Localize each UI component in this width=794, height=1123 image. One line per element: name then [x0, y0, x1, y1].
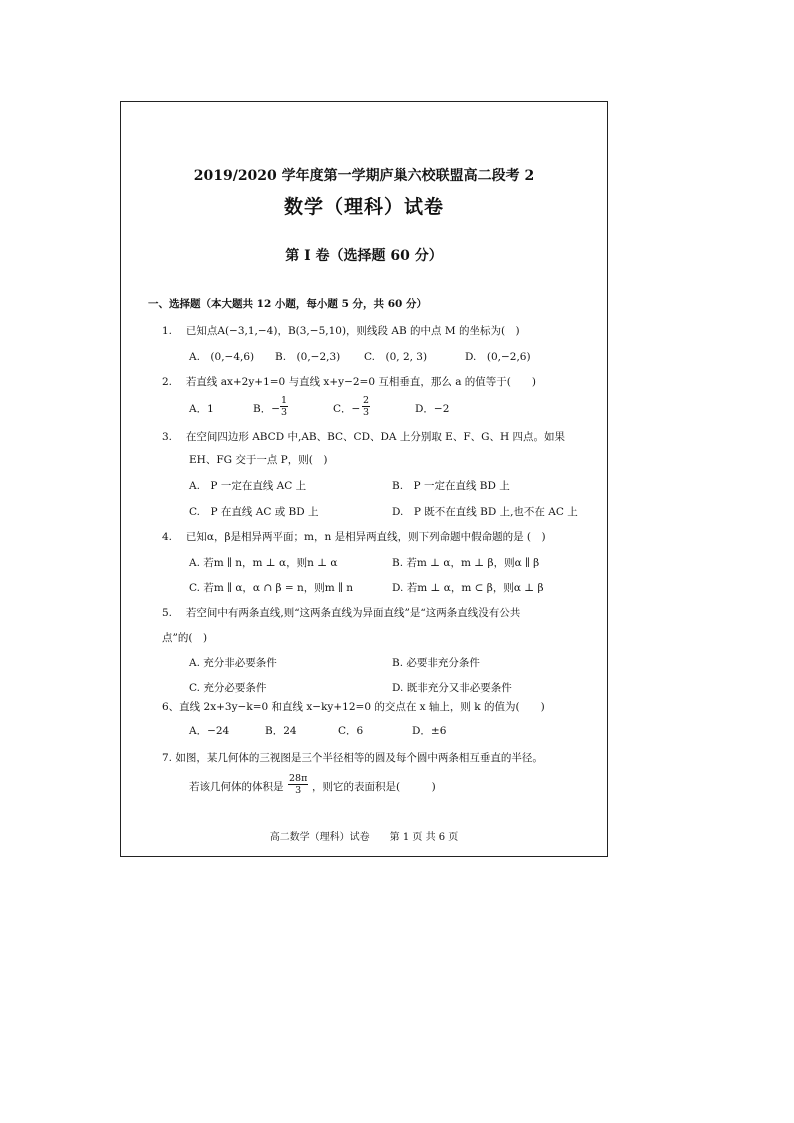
q2-option-d: D．−2 — [415, 403, 450, 415]
question-4-stem: 4. 已知α，β是相异两平面；m，n 是相异两直线，则下列命题中假命题的是 ( ) — [162, 531, 546, 543]
q4-option-a: A. 若m ∥ n，m ⊥ α，则n ⊥ α — [189, 557, 338, 569]
q1-option-c: C. (0, 2, 3) — [364, 351, 428, 363]
q5-option-a: A. 充分非必要条件 — [189, 657, 277, 669]
fraction-denominator: 3 — [363, 407, 370, 418]
question-7-stem-continued: 若该几何体的体积是 — [189, 781, 284, 793]
q1-option-d: D. (0,−2,6) — [465, 351, 531, 363]
q6-option-c: C．6 — [338, 725, 364, 737]
question-5-stem: 5. 若空间中有两条直线,则“这两条直线为异面直线”是“这两条直线没有公共 — [162, 607, 521, 619]
q3-option-a: A. P 一定在直线 AC 上 — [189, 480, 307, 492]
volume-fraction — [288, 773, 308, 796]
q6-option-b: B．24 — [265, 725, 297, 737]
question-3-stem-continued: EH、FG 交于一点 P，则( ) — [189, 454, 328, 466]
question-2-stem: 2. 若直线 ax+2y+1=0 与直线 x+y−2=0 互相垂直，那么 a 的值等于( ) — [162, 376, 536, 388]
question-6-stem: 6、直线 2x+3y−k=0 和直线 x−ky+12=0 的交点在 x 轴上，则 k 的值为( ) — [162, 701, 545, 713]
question-7-stem: 7. 如图，某几何体的三视图是三个半径相等的圆及每个圆中两条相互垂直的半径。 — [162, 752, 543, 764]
exam-title: 2019/2020 学年度第一学期庐巢六校联盟高二段考 2 — [193, 168, 535, 184]
page-footer: 高二数学（理科）试卷 第 1 页 共 6 页 — [269, 832, 459, 843]
question-1-stem: 1. 已知点A(−3,1,−4)，B(3,−5,10)，则线段 AB 的中点 M 的坐标为( ) — [162, 325, 520, 337]
q3-option-b: B. P 一定在直线 BD 上 — [392, 480, 510, 492]
q2-option-a: A．1 — [189, 403, 214, 415]
q6-option-d: D．±6 — [412, 725, 447, 737]
fraction-numerator: 2 — [363, 395, 370, 406]
q6-option-a: A．−24 — [189, 725, 230, 737]
q5-option-d: D. 既非充分又非必要条件 — [392, 682, 512, 694]
q4-option-b: B. 若m ⊥ α，m ⊥ β，则α ∥ β — [392, 557, 540, 569]
q3-option-d: D. P 既不在直线 BD 上,也不在 AC 上 — [392, 506, 578, 518]
part-title: 第 I 卷（选择题 60 分） — [285, 248, 443, 264]
question-3-stem: 3. 在空间四边形 ABCD 中,AB、BC、CD、DA 上分别取 E、F、G、H 四点。如果 — [162, 431, 566, 443]
fraction-denominator: 3 — [281, 407, 288, 418]
subject-title: 数学（理科）试卷 — [283, 196, 444, 218]
q3-option-c: C. P 在直线 AC 或 BD 上 — [189, 506, 319, 518]
fraction-numerator: 28π — [289, 773, 308, 784]
q2-option-c: C．− — [333, 403, 361, 415]
q5-option-c: C. 充分必要条件 — [189, 682, 267, 694]
q1-option-b: B. (0,−2,3) — [275, 351, 341, 363]
q2-option-b-fraction — [280, 395, 288, 418]
q5-option-b: B. 必要非充分条件 — [392, 657, 480, 669]
question-7-stem-end: ，则它的表面积是( ) — [312, 781, 436, 793]
question-5-stem-continued: 点”的( ) — [162, 632, 208, 644]
fraction-denominator: 3 — [295, 785, 302, 796]
q2-option-b: B．− — [253, 403, 281, 415]
section-heading: 一、选择题（本大题共 12 小题，每小题 5 分，共 60 分） — [148, 298, 427, 310]
q2-option-c-fraction — [362, 395, 370, 418]
q1-option-a: A. (0,−4,6) — [189, 351, 255, 363]
q4-option-c: C. 若m ∥ α，α ∩ β = n，则m ∥ n — [189, 582, 354, 594]
fraction-numerator: 1 — [281, 395, 288, 406]
q4-option-d: D. 若m ⊥ α，m ⊂ β，则α ⊥ β — [392, 582, 544, 594]
